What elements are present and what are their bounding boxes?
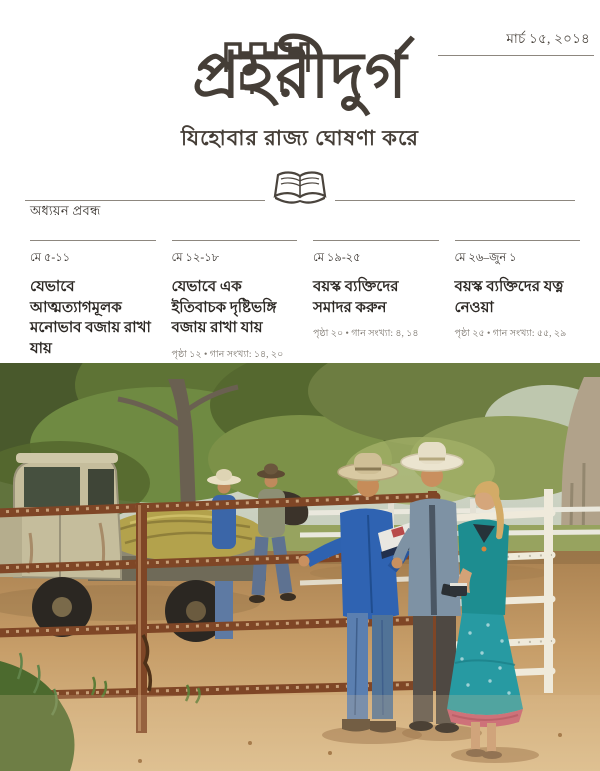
magazine-title: প্রহরীদুর্গ [192,40,408,111]
book-divider [25,170,575,213]
article-title: যেভাবে আত্মত্যাগমূলক মনোভাব বজায় রাখা যায় [30,279,151,358]
article-week: মে ১৯-২৫ [313,252,361,264]
divider-rule-left [25,200,265,201]
article-week: মে ১২-১৮ [171,252,220,264]
section-label: অধ্যয়ন প্রবন্ধ [30,203,101,218]
divider-rule-right [335,200,575,201]
article-week: মে ৫-১১ [30,252,71,264]
article-meta: পৃষ্ঠা ২৫ • গান সংখ্যা: ৫৫, ২৯ [454,328,567,339]
cover-photo [0,363,600,771]
magazine-tagline: যিহোবার রাজ্য ঘোষণা করে [181,126,419,150]
open-book-icon [271,170,329,213]
article-meta: পৃষ্ঠা ২০ • গান সংখ্যা: ৪, ১৪ [313,328,419,339]
article-title: বয়স্ক ব্যক্তিদের সমাদর করুন [313,279,399,316]
article-title: যেভাবে এক ইতিবাচক দৃষ্টিভঙ্গি বজায় রাখা যায় [171,279,277,337]
article-meta: পৃষ্ঠা ১২ • গান সংখ্যা: ১৪, ২০ [171,349,284,360]
article-title: বয়স্ক ব্যক্তিদের যত্ন নেওয়া [454,279,564,316]
article-week: মে ২৬–জুন ১ [454,252,517,264]
issue-date: মার্চ ১৫, ২০১৪ [506,31,590,46]
